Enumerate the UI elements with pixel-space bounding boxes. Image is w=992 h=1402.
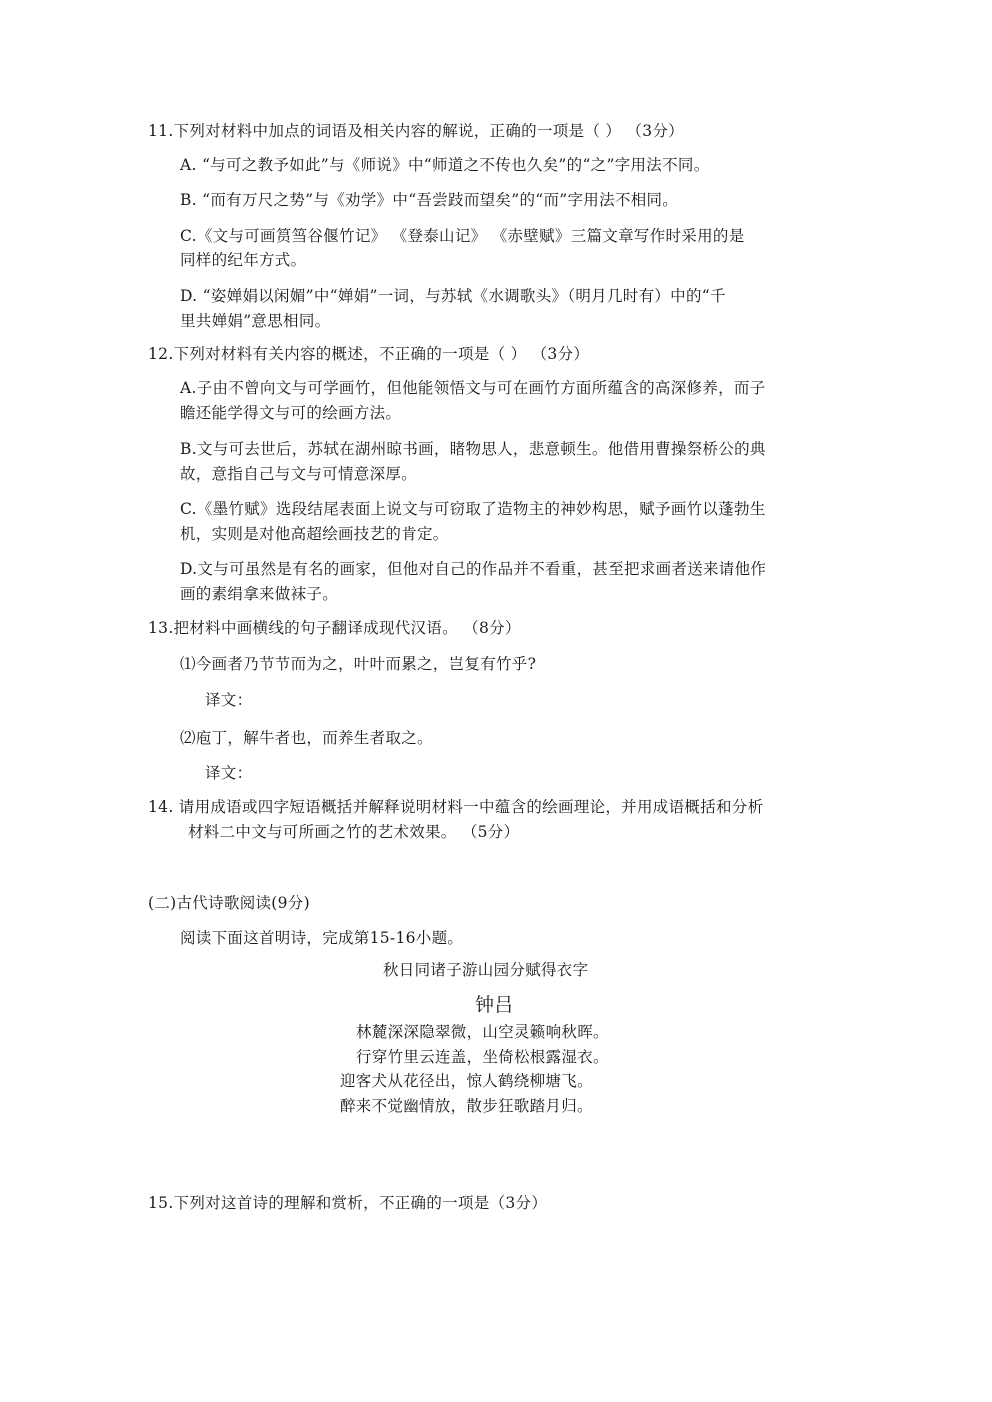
q12-option-d-line2: 画的素绢拿来做袜子。 — [180, 585, 339, 603]
q11-option-d-line1: D. “姿婵娟以闲媚”中“婵娟”一词，与苏轼《水调歌头》（明月几时有）中的“千 — [180, 287, 726, 305]
q11-option-a: A. “与可之教予如此”与《师说》中“师道之不传也久矣”的“之”字用法不同。 — [180, 156, 710, 174]
q12-option-d-line1: D.文与可虽然是有名的画家，但他对自己的作品并不看重，甚至把求画者送来请他作 — [180, 560, 767, 578]
poem-line-4: 醉来不觉幽情放，散步狂歌踏月归。 — [340, 1097, 593, 1115]
poem-line-3: 迎客犬从花径出，惊人鹤绕柳塘飞。 — [340, 1072, 593, 1090]
q13-sentence-1: ⑴今画者乃节节而为之，叶叶而累之，岂复有竹乎? — [180, 655, 537, 673]
q13-translation-2-label: 译文： — [205, 764, 253, 782]
q12-stem: 12.下列对材料有关内容的概述，不正确的一项是（ ） （3分） — [148, 345, 590, 363]
q11-option-d-line2: 里共婵娟”意思相同。 — [180, 312, 331, 330]
q12-option-a-line2: 瞻还能学得文与可的绘画方法。 — [180, 404, 402, 422]
q11-option-c-line2: 同样的纪年方式。 — [180, 251, 307, 269]
poem-title: 秋日同诸子游山园分赋得衣字 — [383, 961, 589, 979]
q14-stem-line2: 材料二中文与可所画之竹的艺术效果。 （5分） — [188, 823, 520, 841]
q13-sentence-2: ⑵庖丁，解牛者也，而养生者取之。 — [180, 729, 433, 747]
section2-heading: (二)古代诗歌阅读(9分) — [148, 894, 310, 912]
q11-stem: 11.下列对材料中加点的词语及相关内容的解说，正确的一项是（ ） （3分） — [148, 122, 684, 140]
q14-stem-line1: 14. 请用成语或四字短语概括并解释说明材料一中蕴含的绘画理论，并用成语概括和分析 — [148, 798, 764, 816]
poem-author: 钟吕 — [475, 994, 514, 1016]
q11-option-c-line1: C.《文与可画筼筜谷偃竹记》 《登泰山记》 《赤壁赋》三篇文章写作时采用的是 — [180, 227, 745, 245]
q12-option-a-line1: A.子由不曾向文与可学画竹，但他能领悟文与可在画竹方面所蕴含的高深修养，而子 — [180, 379, 766, 397]
q15-stem: 15.下列对这首诗的理解和赏析，不正确的一项是（3分） — [148, 1194, 548, 1212]
section2-intro: 阅读下面这首明诗，完成第15-16小题。 — [180, 929, 464, 947]
q12-option-c-line2: 机，实则是对他高超绘画技艺的肯定。 — [180, 525, 449, 543]
q11-option-b: B. “而有万尺之势”与《劝学》中“吾尝跂而望矣”的“而”字用法不相同。 — [180, 191, 679, 209]
poem-line-2: 行穿竹里云连盖，坐倚松根露湿衣。 — [356, 1048, 609, 1066]
q12-option-b-line1: B.文与可去世后，苏轼在湖州晾书画，睹物思人，悲意顿生。他借用曹操祭桥公的典 — [180, 440, 766, 458]
q13-stem: 13.把材料中画横线的句子翻译成现代汉语。 （8分） — [148, 619, 521, 637]
poem-line-1: 林麓深深隐翠微，山空灵籁响秋晖。 — [356, 1023, 609, 1041]
q12-option-c-line1: C.《墨竹赋》选段结尾表面上说文与可窃取了造物主的神妙构思，赋予画竹以蓬勃生 — [180, 500, 766, 518]
q13-translation-1-label: 译文： — [205, 691, 253, 709]
q12-option-b-line2: 故，意指自己与文与可情意深厚。 — [180, 465, 418, 483]
